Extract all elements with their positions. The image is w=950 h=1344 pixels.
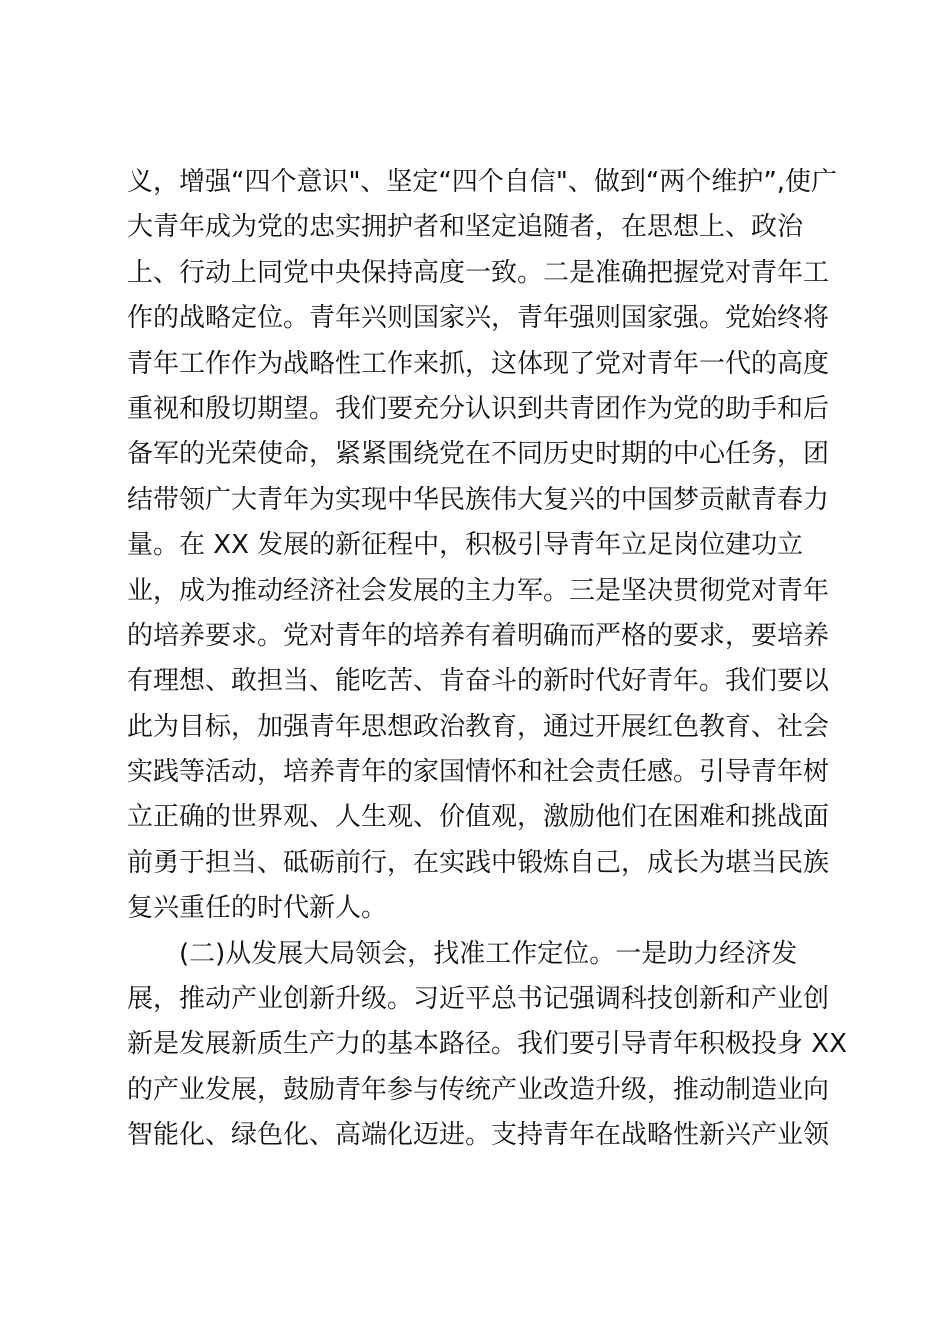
text-line: 复兴重任的时代新人。 bbox=[127, 893, 388, 924]
text-line: 义，增强“四个意识"、坚定“四个自信"、做到“两个维护”,使广 bbox=[127, 167, 838, 197]
text-line: 大青年成为党的忠实拥护者和坚定追随者，在思想上、政治 bbox=[127, 212, 804, 243]
text-line: 上、行动上同党中央保持高度一致。二是准确把握党对青年工 bbox=[127, 257, 830, 288]
text-line: 此为目标，加强青年思想政治教育，通过开展红色教育、社会 bbox=[127, 711, 830, 742]
text-line: 实践等活动，培养青年的家国情怀和社会责任感。引导青年树 bbox=[127, 757, 830, 788]
text-line: 青年工作作为战略性工作来抓，这体现了党对青年一代的高度 bbox=[127, 348, 830, 379]
text-line: 的培养要求。党对青年的培养有着明确而严格的要求，要培养 bbox=[127, 620, 830, 651]
text-line: 重视和殷切期望。我们要充分认识到共青团作为党的助手和后 bbox=[127, 393, 830, 424]
text-line: 立正确的世界观、人生观、价值观，激励他们在困难和挑战面 bbox=[127, 802, 830, 833]
section-heading-line: (二)从发展大局领会，找准工作定位。一是助力经济发 bbox=[179, 938, 798, 969]
text-line: 展，推动产业创新升级。习近平总书记强调科技创新和产业创 bbox=[127, 984, 830, 1015]
text-line: 结带领广大青年为实现中华民族伟大复兴的中国梦贡献青春力 bbox=[127, 484, 830, 515]
text-line: 备军的光荣使命，紧紧围绕党在不同历史时期的中心任务，团 bbox=[127, 439, 830, 470]
text-line: 业，成为推动经济社会发展的主力军。三是坚决贯彻党对青年 bbox=[127, 575, 830, 606]
body-text bbox=[127, 160, 847, 1159]
text-line: 的产业发展，鼓励青年参与传统产业改造升级，推动制造业向 bbox=[127, 1074, 830, 1105]
text-line: 有理想、敢担当、能吃苦、肯奋斗的新时代好青年。我们要以 bbox=[127, 666, 830, 697]
text-line: 前勇于担当、砥砺前行，在实践中锻炼自己，成长为堪当民族 bbox=[127, 847, 830, 878]
text-line: 作的战略定位。青年兴则国家兴，青年强则国家强。党始终将 bbox=[127, 303, 830, 334]
text-line: 新是发展新质生产力的基本路径。我们要引导青年积极投身 XX bbox=[127, 1029, 847, 1060]
text-line: 智能化、绿色化、高端化迈进。支持青年在战略性新兴产业领 bbox=[127, 1120, 830, 1151]
text-line: 量。在 XX 发展的新征程中，积极引导青年立足岗位建功立 bbox=[127, 530, 804, 561]
